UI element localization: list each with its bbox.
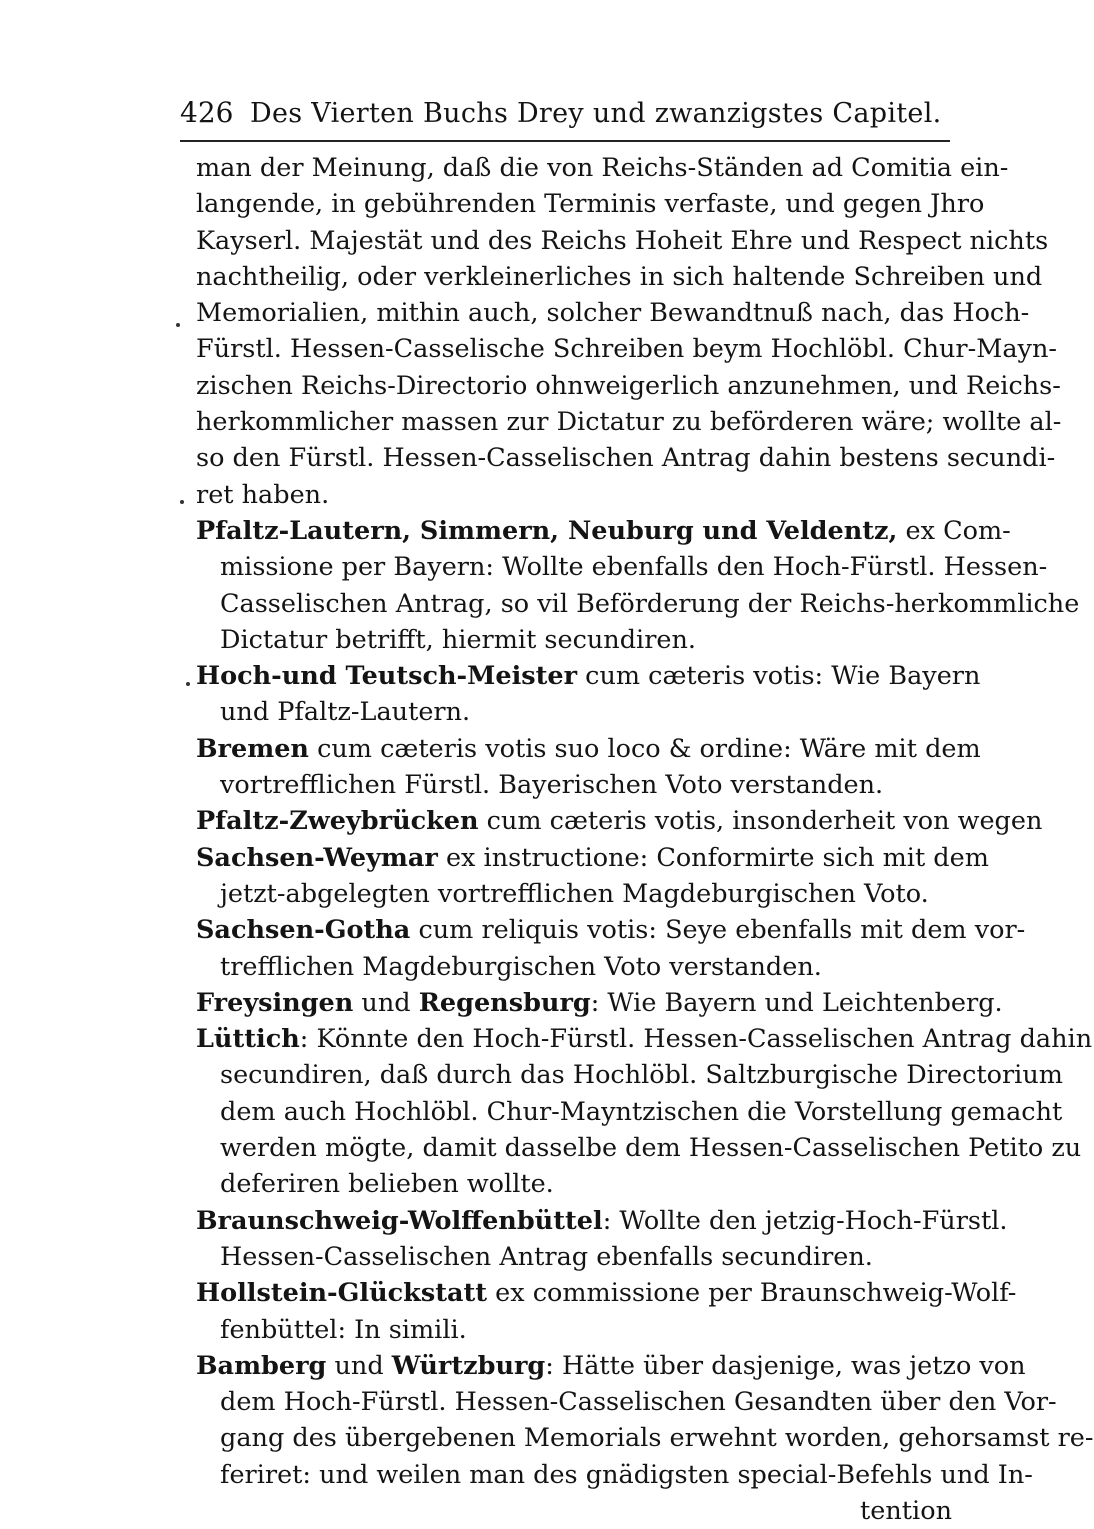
line-text: nachtheilig, oder verkleinerliches in sich haltende Schreiben und (196, 261, 1043, 292)
text-line (196, 440, 1056, 476)
speaker-name: Lüttich (196, 1024, 300, 1055)
text-line (196, 840, 989, 876)
text-line (196, 1094, 1063, 1130)
text-line (196, 1457, 1033, 1493)
text-line (196, 622, 966, 658)
line-text: Hessen-Casselischen Antrag ebenfalls secundiren. (220, 1241, 873, 1272)
line-text: cum cæteris votis, insonderheit von wegen (478, 806, 1043, 837)
page-number: 426 (180, 96, 234, 129)
line-text: : Könnte den Hoch-Fürstl. Hessen-Casselischen Antrag dahin (299, 1024, 1093, 1055)
line-text: : Hätte über dasjenige, was jetzo von (545, 1350, 1026, 1381)
text-line (196, 876, 966, 912)
speaker-name: Braunschweig-Wolffenbüttel (196, 1205, 603, 1236)
body-text (196, 150, 1094, 1529)
line-text: Casselischen Antrag, so vil Beförderung der Reichs-herkommliche (220, 588, 1080, 619)
text-line (196, 1166, 966, 1202)
catchword: tention (860, 1495, 952, 1526)
line-text: : Wollte den jetzig-Hoch-Fürstl. (602, 1205, 1008, 1236)
line-text: trefflichen Magdeburgischen Voto verstanden. (220, 951, 822, 982)
running-head: Des Vierten Buchs Drey und zwanzigstes Capitel. (250, 98, 942, 129)
text-line (196, 658, 981, 694)
line-text: langende, in gebührenden Terminis verfaste, und gegen Jhro (196, 189, 985, 220)
text-line (196, 513, 1011, 549)
text-line (196, 1130, 1082, 1166)
line-text: ex instructione: Conformirte sich mit dem (437, 842, 989, 873)
line-text: fenbüttel: In simili. (220, 1314, 467, 1345)
page-header (180, 96, 950, 142)
text-line (196, 331, 1057, 367)
line-text: Kayserl. Majestät und des Reichs Hoheit Ehre und Respect nichts (196, 225, 1049, 256)
text-line (196, 1420, 1094, 1456)
text-line (196, 1057, 1063, 1093)
text-line (196, 731, 981, 767)
line-text: man der Meinung, daß die von Reichs-Ständen ad Comitia ein- (196, 153, 1009, 183)
line-text: cum reliquis votis: Seye ebenfalls mit dem vor- (410, 915, 1026, 946)
text-line (196, 186, 985, 222)
text-line (196, 1275, 1017, 1311)
line-text: vortrefflichen Fürstl. Bayerischen Voto verstanden. (220, 770, 884, 801)
text-line (196, 549, 1048, 585)
text-line (196, 586, 1080, 622)
line-text: cum cæteris votis suo loco & ordine: Wäre mit dem (308, 733, 981, 764)
line-text: deferiren belieben wollte. (220, 1169, 554, 1200)
line-text: Dictatur betrifft, hiermit secundiren. (220, 624, 697, 655)
line-text: secundiren, daß durch das Hochlöbl. Saltzburgische Directorium (220, 1060, 1063, 1091)
line-text: : Wie Bayern und Leichtenberg. (590, 987, 1003, 1018)
line-text: ret haben. (196, 479, 330, 510)
speaker-name: Bamberg (196, 1350, 327, 1381)
line-text: jetzt-abgelegten vortrefflichen Magdeburgischen Voto. (220, 878, 929, 909)
text-line (196, 985, 1003, 1021)
line-text: zischen Reichs-Directorio ohnweigerlich anzunehmen, und Reichs- (196, 370, 1061, 401)
text-line (196, 803, 1043, 839)
ink-speck (180, 500, 184, 504)
ink-speck (176, 323, 180, 327)
line-text: ex Com- (897, 515, 1011, 546)
line-text: ex commissione per Braunschweig-Wolf- (487, 1278, 1017, 1309)
text-line (196, 1384, 1057, 1420)
text-line (196, 1312, 966, 1348)
text-line (196, 1239, 966, 1275)
text-line (196, 912, 1026, 948)
text-line (196, 404, 1062, 440)
speaker-name: Sachsen-Weymar (196, 842, 438, 873)
speaker-name: Würtzburg (391, 1350, 546, 1381)
text-line (196, 295, 1030, 331)
text-line (196, 368, 1061, 404)
text-line (196, 150, 1009, 186)
line-text: cum cæteris votis: Wie Bayern (577, 661, 981, 692)
line-text: und Pfaltz-Lautern. (220, 697, 471, 728)
line-text: Memorialien, mithin auch, solcher Bewandtnuß nach, das Hoch- (196, 298, 1030, 329)
text-line (196, 259, 1043, 295)
text-line (196, 1203, 1008, 1239)
speaker-name: Bremen (196, 733, 309, 764)
line-text: herkommlicher massen zur Dictatur zu beförderen wäre; wollte al- (196, 407, 1062, 438)
line-text: Fürstl. Hessen-Casselische Schreiben beym Hochlöbl. Chur-Mayn- (196, 334, 1057, 365)
speaker-name: Pfaltz-Zweybrücken (196, 806, 479, 837)
text-line (196, 223, 1049, 259)
line-text: missione per Bayern: Wollte ebenfalls den Hoch-Fürstl. Hessen- (220, 552, 1048, 583)
line-text: dem Hoch-Fürstl. Hessen-Casselischen Gesandten über den Vor- (220, 1387, 1057, 1418)
line-text: dem auch Hochlöbl. Chur-Mayntzischen die Vorstellung gemacht (220, 1096, 1063, 1127)
line-text: werden mögte, damit dasselbe dem Hessen-Casselischen Petito zu (220, 1133, 1082, 1164)
speaker-name: Pfaltz-Lautern, Simmern, Neuburg und Veldentz, (196, 515, 898, 546)
speaker-name: Hoch-und Teutsch-Meister (196, 661, 578, 692)
line-text: feriret: und weilen man des gnädigsten special-Befehls und In- (220, 1459, 1033, 1490)
text-line (196, 949, 966, 985)
speaker-name: Freysingen (196, 987, 354, 1018)
text-line (196, 1348, 1026, 1384)
text-line (196, 694, 966, 730)
line-text: und (353, 987, 419, 1018)
text-line (196, 1021, 1093, 1057)
text-line (196, 477, 966, 513)
line-text: und (326, 1350, 392, 1381)
text-line (196, 767, 966, 803)
line-text: gang des übergebenen Memorials erwehnt worden, gehorsamst re- (220, 1423, 1094, 1454)
line-text: so den Fürstl. Hessen-Casselischen Antrag dahin bestens secundi- (196, 443, 1056, 474)
speaker-name: Sachsen-Gotha (196, 915, 411, 946)
ink-speck (186, 682, 190, 686)
speaker-name: Hollstein-Glückstatt (196, 1278, 488, 1309)
speaker-name: Regensburg (418, 987, 591, 1018)
